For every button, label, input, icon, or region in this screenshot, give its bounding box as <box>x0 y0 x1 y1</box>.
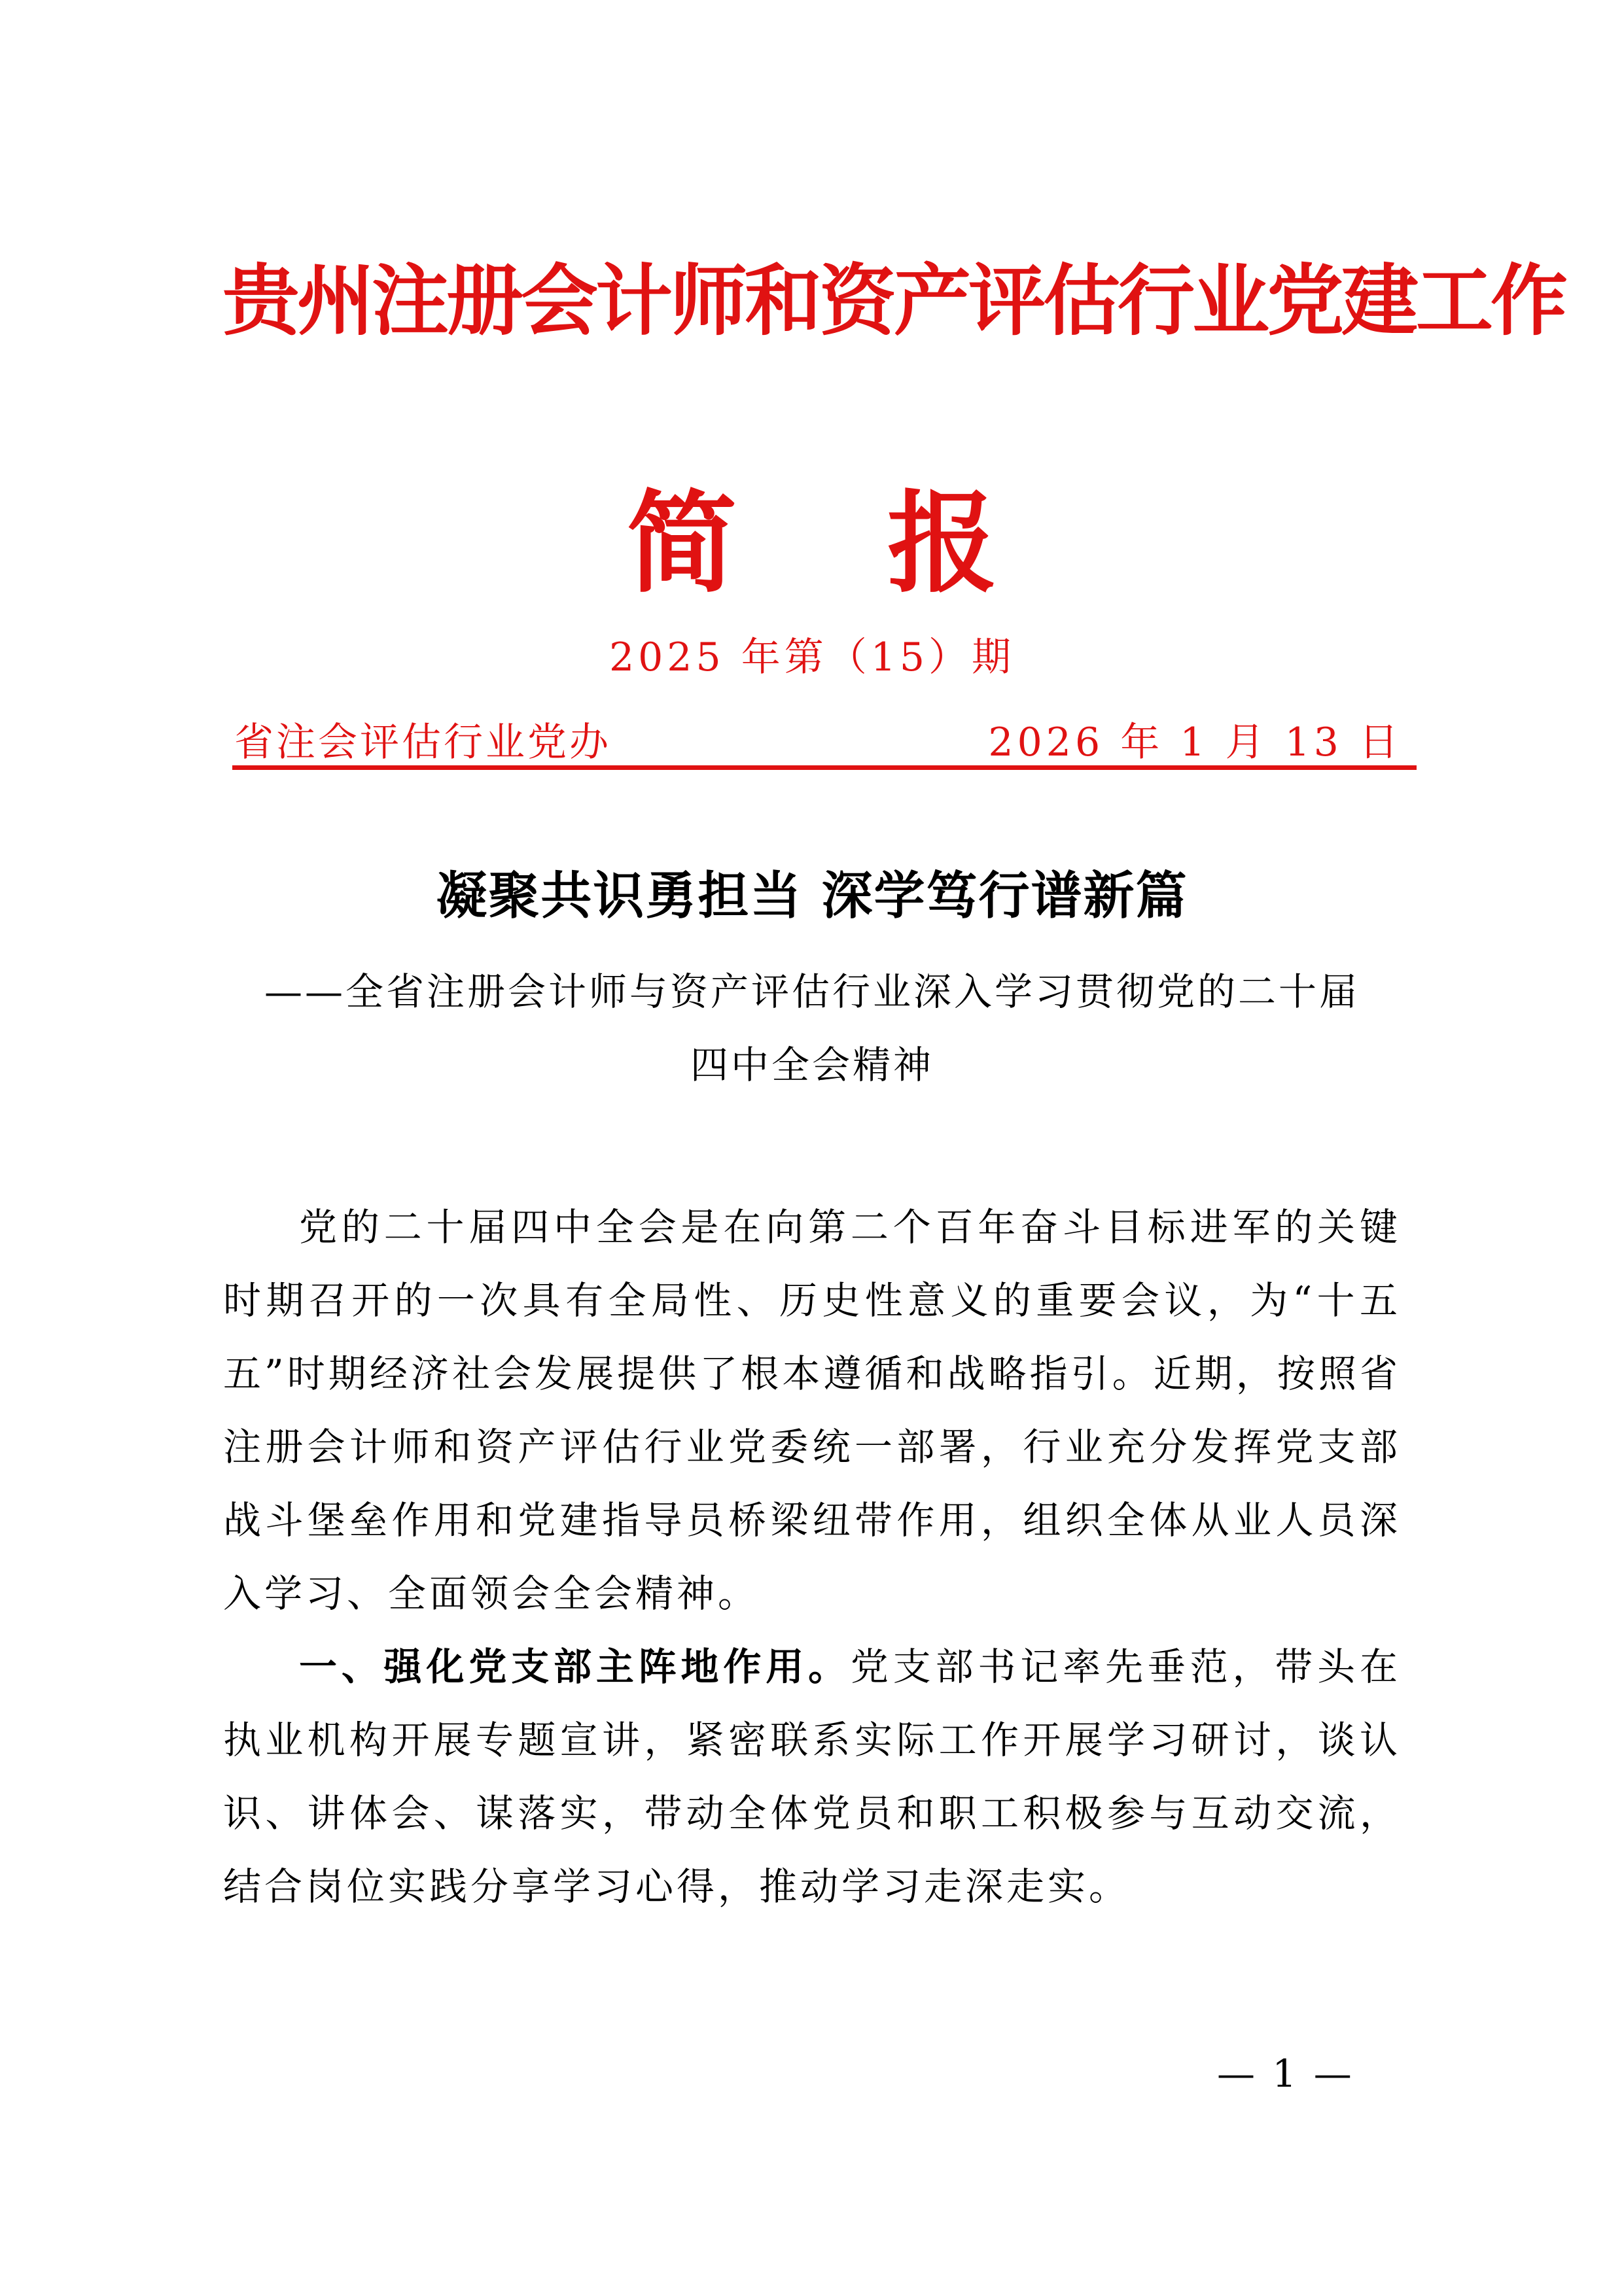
article-body <box>223 1191 1401 1923</box>
masthead-title: 贵州注册会计师和资产评估行业党建工作 <box>222 255 1566 346</box>
article-subtitle <box>223 955 1401 1102</box>
issuing-office: 省注会评估行业党办 <box>234 720 611 765</box>
article-title: 凝聚共识勇担当 深学笃行谱新篇 <box>436 866 1188 926</box>
issuer-line <box>234 716 1409 769</box>
article-subtitle-line-2: 四中全会精神 <box>690 1043 934 1087</box>
red-divider-line <box>232 765 1417 770</box>
section-1-heading: 一、强化党支部主阵地作用。 <box>299 1644 851 1689</box>
section-1-text: 党支部书记率先垂范，带头在执业机构开展专题宣讲，紧密联系实际工作开展学习研讨，谈认识、讲体会、谋落实，带动全体党员和职工积极参与互动交流，结合岗位实践分享学习心得，推动学习走深走实。 <box>223 1644 1401 1909</box>
issue-date: 2026 年 1 月 13 日 <box>988 720 1402 765</box>
issue-number: 2025 年第（15）期 <box>609 635 1015 680</box>
body-paragraph-intro: 党的二十届四中全会是在向第二个百年奋斗目标进军的关键时期召开的一次具有全局性、历史性意义的重要会议，为“十五五”时期经济社会发展提供了根本遵循和战略指引。近期，按照省注册会计师和资产评估行业党委统一部署，行业充分发挥党支部战斗堡垒作用和党建指导员桥梁纽带作用，组织全体从业人员深入学习、全面领会全会精神。 <box>223 1205 1401 1616</box>
body-paragraph-section-1 <box>223 1630 1401 1923</box>
page-number: — 1 — <box>1217 2051 1354 2096</box>
bulletin-label: 简报 <box>627 478 1148 608</box>
article-subtitle-line-1: ——全省注册会计师与资产评估行业深入学习贯彻党的二十届 <box>264 969 1360 1014</box>
